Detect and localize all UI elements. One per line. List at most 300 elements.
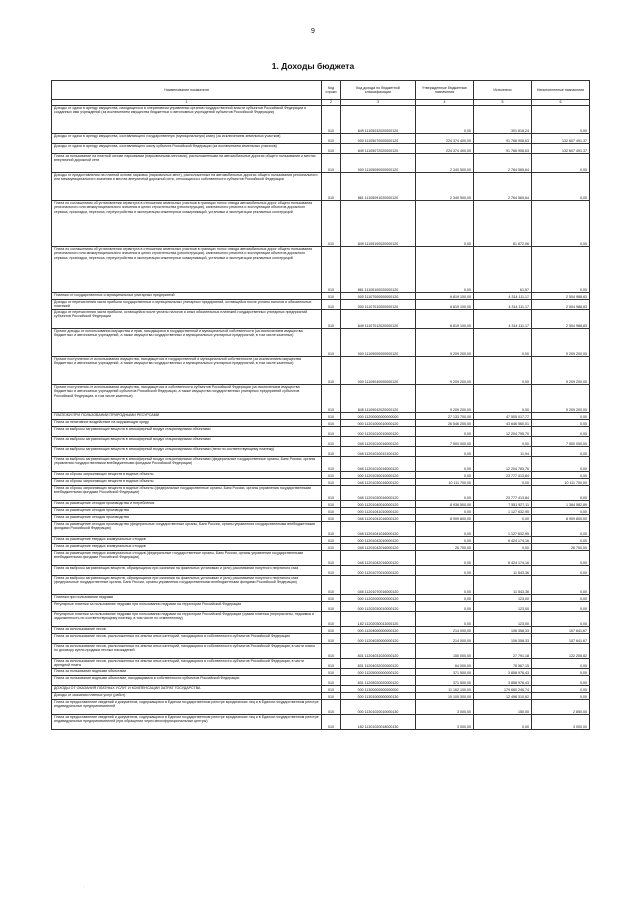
row-kbk: 000 11201030010000120	[341, 472, 416, 479]
row-kbk: 048 11201010016000120	[341, 457, 416, 472]
row-name: Плата за размещение отходов производства (федеральные государственные органы, Банк России, органы управления государственными внебюджетными фондами Российской Федерации)	[52, 522, 322, 537]
row-executed: 123,00	[474, 595, 532, 602]
row-line-code: 010	[322, 627, 341, 634]
row-name: Регулярные платежи за пользование недрами при пользовании недрами на территории Российской Федерации	[52, 602, 322, 612]
table-row	[52, 437, 590, 447]
table-row	[52, 522, 590, 537]
row-line-code: 010	[322, 106, 341, 134]
row-kbk: 048 11201041016000120	[341, 522, 416, 537]
row-name: Плата за использование лесов, расположенных на землях иных категорий, находящихся в собственности субъектов Российской Федерации, в части платы по договору купли-продажи лесных насаждений	[52, 644, 322, 659]
table-row	[52, 479, 590, 486]
row-name: Доходы от перечисления части прибыли, остающейся после уплаты налогов и иных обязательных платежей государственных унитарных предприятий субъектов Российской Федерации	[52, 310, 322, 329]
row-unexecuted: 2 504 988,83	[532, 310, 590, 329]
row-name: Доходы от сдачи в аренду имущества, составляющего государственную (муниципальную) казну (за исключением земельных участков)	[52, 134, 322, 144]
row-kbk: 000 11202000000000120	[341, 595, 416, 602]
header-executed: Исполнено	[474, 81, 532, 100]
row-name: Плата за размещение твердых коммунальных отходов	[52, 537, 322, 544]
row-kbk: 000 11202030010000120	[341, 602, 416, 612]
row-name: Плата за пользование на платной основе парковками (парковочными местами), расположенными на автомобильных дорогах общего пользования и местах внеуличной дорожной сети	[52, 154, 322, 173]
row-line-code: 010	[322, 715, 341, 730]
row-name: Плата за размещение отходов производства и потребления	[52, 501, 322, 508]
row-executed: 47 505 017,77	[474, 413, 532, 420]
row-executed: 150,00	[474, 700, 532, 715]
row-line-code: 010	[322, 385, 341, 413]
row-executed: 61,57	[474, 247, 532, 293]
row-kbk: 845 11109042020000120	[341, 385, 416, 413]
row-kbk: 831 11204032020000120	[341, 659, 416, 669]
table-row	[52, 134, 590, 144]
row-name: Плата за негативное воздействие на окружающую среду	[52, 420, 322, 427]
row-line-code: 010	[322, 329, 341, 357]
row-approved: 0,00	[416, 537, 474, 544]
table-row	[52, 201, 590, 247]
table-row	[52, 447, 590, 457]
row-executed: 3 858 976,43	[474, 676, 532, 686]
header-name: Наименование показателя	[52, 81, 322, 100]
row-name: Плата за размещение отходов производства	[52, 508, 322, 515]
table-row	[52, 595, 590, 602]
row-unexecuted: 9 209 200,00	[532, 357, 590, 385]
row-kbk: 182 11301020018000130	[341, 715, 416, 730]
row-name: Плата за выбросы загрязняющих веществ, образующихся при сжигании на факельных установках и (или) рассеивании попутного нефтяного газа	[52, 566, 322, 576]
row-unexecuted: 0,00	[532, 686, 590, 693]
row-executed: 0,00	[474, 479, 532, 486]
row-unexecuted: 0,00	[532, 612, 590, 627]
row-name: Плата за выбросы загрязняющих веществ, образующихся при сжигании на факельных установках и (или) рассеивании попутного нефтяного газа (федеральные государственные органы, Банк России, органы управления государственными внебюджетными фондами Российской Федерации)	[52, 576, 322, 595]
row-name: Плата за сбросы загрязняющих веществ в водные объекты	[52, 479, 322, 486]
row-executed: 6 424 174,16	[474, 551, 532, 566]
row-executed: 12 496 310,62	[474, 693, 532, 700]
table-row	[52, 300, 590, 310]
row-unexecuted: 122 208,82	[532, 644, 590, 659]
row-unexecuted: 3 000,00	[532, 715, 590, 730]
row-line-code: 010	[322, 659, 341, 669]
row-executed: 2 764 565,64	[474, 173, 532, 201]
row-name: Доходы от сдачи в аренду имущества, находящегося в оперативном управлении органов государственной власти субъектов Российской Федерации и созданных ими учреждений (за исключением имущества бюджетных и автономных учреждений субъектов Российской Федерации)	[52, 106, 322, 134]
row-kbk: 048 11201041016000120	[341, 515, 416, 522]
row-unexecuted: 9 209 200,00	[532, 385, 590, 413]
row-approved: 214 000,00	[416, 634, 474, 644]
row-line-code: 010	[322, 201, 341, 247]
row-line-code: 010	[322, 676, 341, 686]
row-approved: 27 133 700,00	[416, 413, 474, 420]
row-unexecuted: 2 850,00	[532, 700, 590, 715]
row-executed: 91 766 908,63	[474, 144, 532, 154]
row-name: Плата за сбросы загрязняющих веществ в водные объекты (федеральные государственные органы, Банк России, органы управления государственными внебюджетными фондами Российской Федерации)	[52, 486, 322, 501]
row-kbk: 000 11201070010000120	[341, 566, 416, 576]
table-row	[52, 715, 590, 730]
row-executed: 301 818,24	[474, 106, 532, 134]
row-unexecuted: 9 209 200,00	[532, 329, 590, 357]
row-approved: 0,00	[416, 595, 474, 602]
row-executed: 179 660 246,74	[474, 686, 532, 693]
row-name: ДОХОДЫ ОТ ОКАЗАНИЯ ПЛАТНЫХ УСЛУГ И КОМПЕНСАЦИИ ЗАТРАТ ГОСУДАРСТВА	[52, 686, 322, 693]
row-approved: 7 500 000,00	[416, 437, 474, 447]
table-row	[52, 385, 590, 413]
row-executed: 7 551 927,11	[474, 501, 532, 508]
row-name: Плата за сбросы загрязняющих веществ в водные объекты	[52, 472, 322, 479]
row-line-code: 010	[322, 595, 341, 602]
row-approved: 0,00	[416, 457, 474, 472]
row-approved: 10 100 300,00	[416, 693, 474, 700]
row-name: Плата за выбросы загрязняющих веществ в атмосферный воздух стационарными объектами	[52, 427, 322, 437]
row-unexecuted: 0,00	[532, 537, 590, 544]
header-unexecuted: Неисполненные назначения	[532, 81, 590, 100]
row-executed: 12 204 795,70	[474, 427, 532, 437]
row-kbk: 000 11301000000000130	[341, 693, 416, 700]
table-row	[52, 106, 590, 134]
row-approved: 0,00	[416, 247, 474, 293]
row-name: Плата за пользование водными объектами	[52, 669, 322, 676]
row-name: Прочие доходы от использования имущества и прав, находящихся в государственной и муниципальной собственности (за исключением имущества бюджетных и автономных учреждений, а также имущества государственных и муниципальных унитарных предприятий, в том числе казенных)	[52, 329, 322, 357]
column-number: 4	[416, 100, 474, 106]
row-kbk: 849 11107012020000120	[341, 310, 416, 329]
row-line-code: 010	[322, 300, 341, 310]
row-executed: 11 543,36	[474, 576, 532, 595]
row-name: Доходы от предоставления на платной основе парковок (парковочных мест), расположенных на автомобильных дорогах общего пользования регионального или межмуниципального значения и местах внеуличной дорожной сети, относящихся к собственности субъектов Российской Федерации	[52, 173, 322, 201]
row-executed: 0,00	[474, 329, 532, 357]
row-approved: 371 500,00	[416, 676, 474, 686]
row-approved: 6 819 100,00	[416, 293, 474, 300]
row-kbk: 000 11201000010000120	[341, 420, 416, 427]
row-kbk: 849 11105032020000120	[341, 106, 416, 134]
table-row	[52, 693, 590, 700]
row-name: Плата за выбросы загрязняющих веществ в атмосферный воздух стационарными объектами (федеральные государственные органы, Банк России, органы управления государственными внебюджетными фондами Российской Федерации)	[52, 457, 322, 472]
row-unexecuted: 0,00	[532, 566, 590, 576]
row-kbk: 000 11200000000000000	[341, 413, 416, 420]
row-approved: 214 000,00	[416, 627, 474, 634]
row-executed: 123,00	[474, 612, 532, 627]
row-kbk: 048 11201030016000120	[341, 486, 416, 501]
table-row	[52, 486, 590, 501]
row-unexecuted: 0,00	[532, 457, 590, 472]
row-kbk: 000 11300000000000000	[341, 686, 416, 693]
row-kbk: 000 11201041010000120	[341, 508, 416, 515]
row-executed: 4 314 111,17	[474, 300, 532, 310]
row-line-code: 010	[322, 634, 341, 644]
row-kbk: 000 11301020010000130	[341, 700, 416, 715]
row-line-code: 010	[322, 154, 341, 173]
row-unexecuted: 2 504 988,83	[532, 293, 590, 300]
row-line-code: 010	[322, 247, 341, 293]
table-row	[52, 700, 590, 715]
row-kbk: 861 11105100020000120	[341, 247, 416, 293]
row-unexecuted: 0,00	[532, 693, 590, 700]
row-approved: 9 209 200,00	[416, 329, 474, 357]
table-row	[52, 247, 590, 293]
table-row	[52, 501, 590, 508]
row-approved: 0,00	[416, 427, 474, 437]
table-row	[52, 457, 590, 472]
row-line-code: 010	[322, 566, 341, 576]
row-line-code: 010	[322, 310, 341, 329]
row-approved: 0,00	[416, 566, 474, 576]
row-line-code: 010	[322, 576, 341, 595]
page-title: 1. Доходы бюджета	[271, 61, 355, 71]
row-kbk: 000 11204030000000120	[341, 634, 416, 644]
row-name: Плата за выбросы загрязняющих веществ в атмосферный воздух стационарными объектами	[52, 437, 322, 447]
row-executed: 0,00	[474, 715, 532, 730]
column-number: 5	[474, 100, 532, 106]
row-line-code: 010	[322, 501, 341, 508]
row-unexecuted: 0,00	[532, 676, 590, 686]
row-name: Прочие поступления от использования имущества, находящегося в государственной и муниципальной собственности (за исключением имущества бюджетных и автономных учреждений, а также имущества государственных и муниципальных унитарных предприятий, в том числе казенных)	[52, 357, 322, 385]
column-number: 2	[322, 100, 341, 106]
row-approved: 11 162 100,00	[416, 686, 474, 693]
row-kbk: 831 11205020020000120	[341, 676, 416, 686]
table-row	[52, 644, 590, 659]
table-body	[52, 106, 590, 730]
row-name: Платежи от государственных и муниципальных унитарных предприятий	[52, 293, 322, 300]
row-line-code: 010	[322, 173, 341, 201]
row-executed: 3 858 976,43	[474, 669, 532, 676]
row-unexecuted: 0,00	[532, 154, 590, 173]
row-executed: 106 358,33	[474, 627, 532, 634]
row-kbk: 000 11201040010000120	[341, 501, 416, 508]
row-kbk: 048 11201030016000120	[341, 479, 416, 486]
row-name: Прочие поступления от использования имущества, находящегося в собственности субъектов Российской Федерации (за исключением имущества бюджетных и автономных учреждений субъектов Российской Федерации, а также имущества государственных унитарных предприятий субъектов Российской Федерации, в том числе казенных)	[52, 385, 322, 413]
row-kbk: 849 11105072020000120	[341, 144, 416, 154]
row-name: Плата за размещение отходов производства	[52, 515, 322, 522]
row-kbk: 000 11109040000000120	[341, 357, 416, 385]
table-row	[52, 537, 590, 544]
row-line-code: 010	[322, 700, 341, 715]
row-name: Доходы от сдачи в аренду имущества, составляющего казну субъекта Российской Федерации (за исключением земельных участков)	[52, 144, 322, 154]
row-executed: 0,00	[474, 544, 532, 551]
table-row	[52, 612, 590, 627]
row-unexecuted: 0,00	[532, 201, 590, 247]
table-row	[52, 144, 590, 154]
row-approved: 6 819 100,00	[416, 310, 474, 329]
row-unexecuted: 26 700,00	[532, 544, 590, 551]
row-unexecuted: 0,00	[532, 522, 590, 537]
row-unexecuted: 0,00	[532, 595, 590, 602]
row-unexecuted: 0,00	[532, 659, 590, 669]
row-executed: 0,00	[474, 357, 532, 385]
row-line-code: 010	[322, 472, 341, 479]
page-number: 9	[311, 28, 315, 35]
row-name: Платежи при пользовании недрами	[52, 595, 322, 602]
row-approved: 224 374 400,00	[416, 144, 474, 154]
row-approved: 8 909 800,00	[416, 515, 474, 522]
row-executed: 23 777 413,84	[474, 486, 532, 501]
row-approved: 0,00	[416, 508, 474, 515]
row-approved: 6 819 100,00	[416, 300, 474, 310]
row-name: Плата за размещение твердых коммунальных отходов	[52, 544, 322, 551]
row-name: Доходы от оказания платных услуг (работ)	[52, 693, 322, 700]
row-executed: 23 777 413,84	[474, 472, 532, 479]
row-line-code: 010	[322, 420, 341, 427]
row-name: Регулярные платежи за пользование недрами при пользовании недрами на территории Российской Федерации (сумма платежа (перерасчеты, недоимка и задолженность по соответствующему платежу, в том числе по отмененному)	[52, 612, 322, 627]
row-line-code: 010	[322, 357, 341, 385]
table-row	[52, 627, 590, 634]
row-unexecuted: 0,00	[532, 669, 590, 676]
row-kbk: 000 11204000000000120	[341, 627, 416, 634]
header-approved: Утвержденные бюджетные назначения	[416, 81, 474, 100]
table-row	[52, 669, 590, 676]
row-unexecuted: 0,00	[532, 602, 590, 612]
row-name: Плата за предоставление сведений и документов, содержащихся в Едином государственном реестре юридических лиц и в Едином государственном реестре индивидуальных предпринимателей (при обращении через многофункциональные центры)	[52, 715, 322, 730]
row-line-code: 010	[322, 413, 341, 420]
row-executed: 0,00	[474, 437, 532, 447]
row-kbk: 048 11201070016000120	[341, 576, 416, 595]
row-unexecuted: 0,00	[532, 508, 590, 515]
row-unexecuted: 8 909 800,00	[532, 515, 590, 522]
row-executed: 91 766 908,63	[474, 134, 532, 144]
row-unexecuted: 0,00	[532, 486, 590, 501]
scan-dot: ·	[84, 884, 86, 889]
row-line-code: 010	[322, 479, 341, 486]
row-name: ПЛАТЕЖИ ПРИ ПОЛЬЗОВАНИИ ПРИРОДНЫМИ РЕСУРСАМИ	[52, 413, 322, 420]
table-row	[52, 544, 590, 551]
row-approved: 0,00	[416, 106, 474, 134]
row-approved: 3 000,00	[416, 715, 474, 730]
table-row	[52, 427, 590, 437]
row-line-code: 010	[322, 612, 341, 627]
row-unexecuted: 0,00	[532, 551, 590, 566]
row-executed: 11,94	[474, 447, 532, 457]
row-line-code: 010	[322, 686, 341, 693]
table-row	[52, 293, 590, 300]
table-row	[52, 676, 590, 686]
row-executed: 61 672,06	[474, 201, 532, 247]
table-row	[52, 659, 590, 669]
row-unexecuted: 0,00	[532, 173, 590, 201]
row-executed: 123,00	[474, 602, 532, 612]
row-line-code: 010	[322, 544, 341, 551]
row-kbk: 849 11105100020000120	[341, 201, 416, 247]
row-kbk: 048 11201042016000120	[341, 544, 416, 551]
row-line-code: 010	[322, 522, 341, 537]
table-row	[52, 357, 590, 385]
row-name: Плата по соглашениям об установлении сервитута в отношении земельных участков в границах полос отвода автомобильных дорог общего пользования регионального или межмуниципального значения в целях строительства (реконструкции), капитального ремонта и эксплуатации объектов дорожного сервиса, прокладки, переноса, переустройства и эксплуатации инженерных коммуникаций, установки и эксплуатации рекламных конструкций	[52, 201, 322, 247]
row-executed: 11 543,36	[474, 566, 532, 576]
row-name: Плата за выбросы загрязняющих веществ в атмосферный воздух стационарными объектами (пени по соответствующему платежу)	[52, 447, 322, 457]
row-approved: 371 500,00	[416, 669, 474, 676]
table-row	[52, 566, 590, 576]
row-kbk: 048 11201010016000120	[341, 437, 416, 447]
row-executed: 12 204 783,76	[474, 457, 532, 472]
row-line-code: 010	[322, 447, 341, 457]
row-line-code: 010	[322, 486, 341, 501]
table-row	[52, 420, 590, 427]
row-unexecuted: 0,00	[532, 576, 590, 595]
row-executed: 106 358,33	[474, 634, 532, 644]
row-unexecuted: 0,00	[532, 247, 590, 293]
column-number: 3	[341, 100, 416, 106]
table-row	[52, 602, 590, 612]
table-row	[52, 508, 590, 515]
table-row	[52, 634, 590, 644]
row-kbk: 048 11201010012100120	[341, 447, 416, 457]
row-unexecuted: 2 504 988,83	[532, 300, 590, 310]
row-executed: 1 127 632,95	[474, 522, 532, 537]
row-name: Плата за предоставление сведений и документов, содержащихся в Едином государственном реестре юридических лиц и в Едином государственном реестре индивидуальных предпринимателей	[52, 700, 322, 715]
row-name: Доходы от перечисления части прибыли государственных и муниципальных унитарных предприятий, остающейся после уплаты налогов и обязательных платежей	[52, 300, 322, 310]
table-row	[52, 551, 590, 566]
table-row	[52, 413, 590, 420]
row-line-code: 010	[322, 602, 341, 612]
row-kbk: 000 11105070000000120	[341, 134, 416, 144]
row-approved: 0,00	[416, 602, 474, 612]
row-line-code: 010	[322, 508, 341, 515]
row-approved: 0,00	[416, 551, 474, 566]
row-executed: 6 424 174,16	[474, 537, 532, 544]
header-kbk: Код дохода по бюджетной классификации	[341, 81, 416, 100]
header-row	[52, 81, 590, 100]
table-row	[52, 576, 590, 595]
row-approved: 10 111 700,00	[416, 479, 474, 486]
table-row	[52, 310, 590, 329]
row-name: Плата за размещение твердых коммунальных отходов (федеральные государственные органы, Банк России, органы управления государственными внебюджетными фондами Российской Федерации)	[52, 551, 322, 566]
row-name: Плата за использование лесов, расположенных на землях иных категорий, находящихся в собственности субъектов Российской Федерации, в части арендной платы	[52, 659, 322, 669]
row-unexecuted: 0,00	[532, 447, 590, 457]
row-line-code: 010	[322, 515, 341, 522]
row-line-code: 010	[322, 537, 341, 544]
row-line-code: 010	[322, 427, 341, 437]
table-row	[52, 472, 590, 479]
row-line-code: 010	[322, 669, 341, 676]
row-unexecuted: 0,00	[532, 106, 590, 134]
row-unexecuted: 132 607 491,37	[532, 134, 590, 144]
row-kbk: 000 11107000000000120	[341, 293, 416, 300]
row-approved: 0,00	[416, 522, 474, 537]
row-executed: 27 791,18	[474, 644, 532, 659]
row-approved: 26 700,00	[416, 544, 474, 551]
row-name: Плата по соглашениям об установлении сервитута в отношении земельных участков в границах полос отвода автомобильных дорог общего пользования регионального или межмуниципального значения в целях строительства (реконструкции), капитального ремонта и эксплуатации объектов дорожного сервиса, прокладки, переноса, переустройства и эксплуатации инженерных коммуникаций, установки и эксплуатации рекламных конструкций	[52, 247, 322, 293]
row-unexecuted: 0,00	[532, 413, 590, 420]
row-unexecuted: 107 641,67	[532, 634, 590, 644]
row-line-code: 010	[322, 644, 341, 659]
revenue-table	[51, 80, 590, 730]
row-name: Плата за пользование водными объектами, находящимися в собственности субъектов Российской Федерации	[52, 676, 322, 686]
row-line-code: 010	[322, 437, 341, 447]
row-line-code: 010	[322, 457, 341, 472]
row-executed: 2 764 565,64	[474, 154, 532, 173]
table-row	[52, 686, 590, 693]
row-kbk: 831 11204031020000120	[341, 644, 416, 659]
row-approved: 2 340 500,00	[416, 154, 474, 173]
row-kbk: 861 11105091020000120	[341, 173, 416, 201]
row-kbk: 000 11109000000000120	[341, 329, 416, 357]
row-line-code: 010	[322, 134, 341, 144]
row-unexecuted: 0,00	[532, 472, 590, 479]
row-kbk: 000 11205000000000120	[341, 669, 416, 676]
row-approved: 0,00	[416, 612, 474, 627]
row-name: Плата за использование лесов	[52, 627, 322, 634]
table-row	[52, 515, 590, 522]
row-kbk: 048 11201042016000120	[341, 551, 416, 566]
row-line-code: 010	[322, 144, 341, 154]
row-unexecuted: 0,00	[532, 420, 590, 427]
row-unexecuted: 1 384 582,89	[532, 501, 590, 508]
row-approved: 224 374 400,00	[416, 134, 474, 144]
table-row	[52, 154, 590, 173]
table-row	[52, 329, 590, 357]
row-kbk: 000 11105090000000120	[341, 154, 416, 173]
row-approved: 26 546 200,00	[416, 420, 474, 427]
row-executed: 1 127 632,95	[474, 508, 532, 515]
row-line-code: 010	[322, 551, 341, 566]
row-unexecuted: 10 111 700,00	[532, 479, 590, 486]
row-executed: 43 646 560,01	[474, 420, 532, 427]
row-approved: 9 209 200,00	[416, 385, 474, 413]
row-approved: 64 000,00	[416, 659, 474, 669]
row-approved: 9 209 200,00	[416, 357, 474, 385]
row-approved: 2 340 500,00	[416, 173, 474, 201]
row-approved: 0,00	[416, 472, 474, 479]
row-approved: 8 936 500,00	[416, 501, 474, 508]
